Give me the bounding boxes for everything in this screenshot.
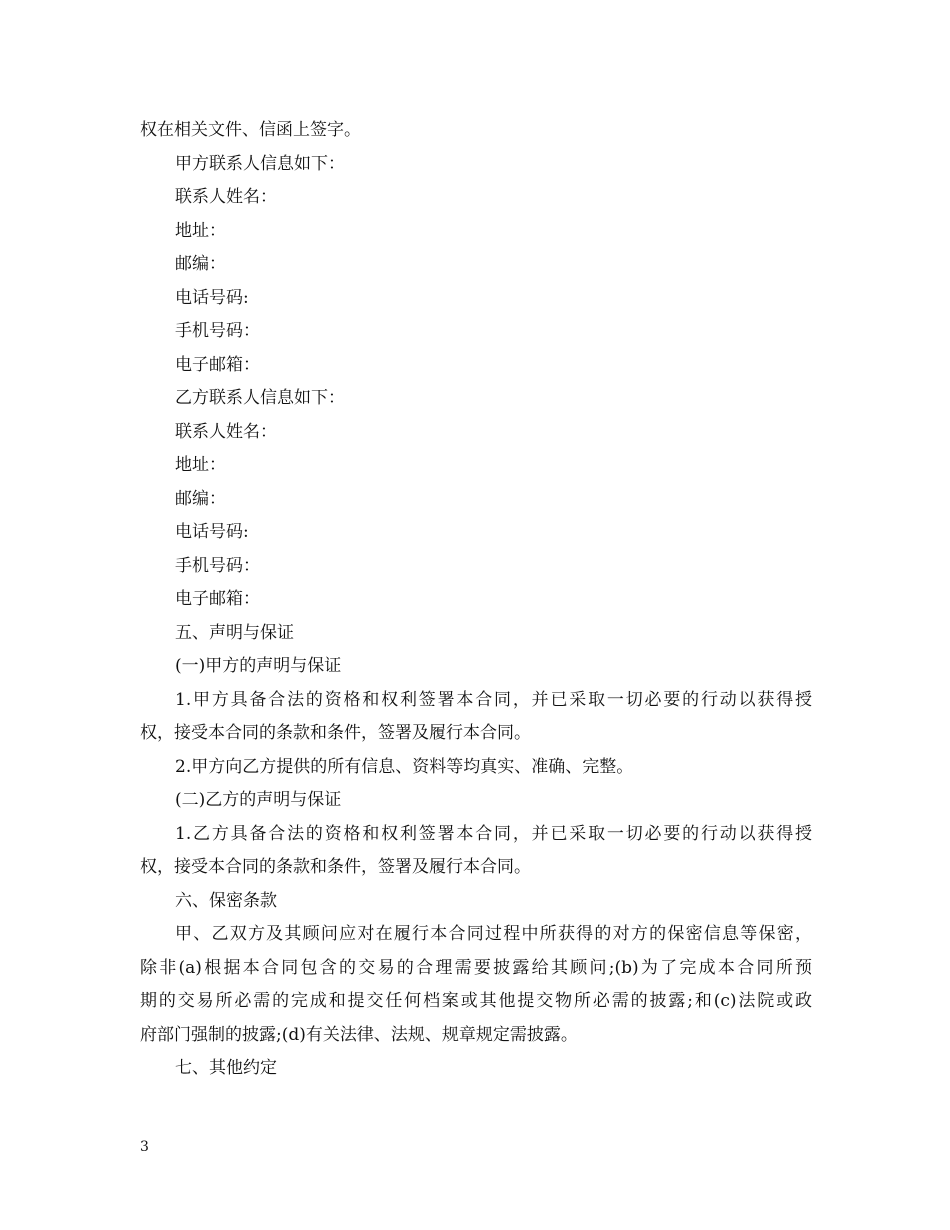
document-line: 电话号码: (175, 522, 249, 542)
document-line: 七、其他约定 (175, 1058, 277, 1078)
document-line: 地址： (175, 220, 226, 241)
document-line: 甲、乙双方及其顾问应对在履行本合同过程中所获得的对方的保密信息等保密， (175, 924, 812, 944)
page-number: 3 (140, 1139, 149, 1155)
document-line: 1.甲方具备合法的资格和权利签署本合同，并已采取一切必要的行动以获得授 (175, 689, 812, 710)
document-line: 权，接受本合同的条款和条件，签署及履行本合同。 (140, 857, 531, 877)
document-line: 邮编： (175, 488, 226, 509)
document-line: 地址： (175, 455, 226, 475)
document-line: 乙方联系人信息如下： (175, 388, 345, 408)
document-line: 权在相关文件、信函上签字。 (140, 120, 361, 140)
document-line: 六、保密条款 (175, 890, 277, 911)
document-line: 1.乙方具备合法的资格和权利签署本合同，并已采取一切必要的行动以获得授 (175, 823, 812, 844)
document-line: 五、声明与保证 (175, 622, 294, 643)
document-line: 甲方联系人信息如下： (175, 153, 345, 174)
document-line: 手机号码： (175, 555, 260, 576)
document-line: 手机号码： (175, 321, 260, 341)
document-line: 电子邮箱： (175, 589, 260, 609)
document-line: 邮编： (175, 254, 226, 274)
document-body (140, 114, 812, 1086)
document-line: (二)乙方的声明与保证 (175, 790, 342, 810)
document-line: (一)甲方的声明与保证 (175, 656, 342, 676)
document-line: 权，接受本合同的条款和条件，签署及履行本合同。 (140, 723, 531, 743)
document-line: 电子邮箱： (175, 354, 260, 375)
document-line: 除非(a)根据本合同包含的交易的合理需要披露给其顾问;(b)为了完成本合同所预 (140, 957, 812, 978)
document-line: 联系人姓名： (175, 187, 277, 207)
document-line: 联系人姓名： (175, 421, 277, 442)
document-line: 电话号码: (175, 287, 249, 308)
document-line: 期的交易所必需的完成和提交任何档案或其他提交物所必需的披露;和(c)法院或政 (140, 991, 812, 1011)
document-line: 府部门强制的披露;(d)有关法律、法规、规章规定需披露。 (140, 1024, 578, 1045)
document-line: 2.甲方向乙方提供的所有信息、资料等均真实、准确、完整。 (175, 756, 634, 777)
